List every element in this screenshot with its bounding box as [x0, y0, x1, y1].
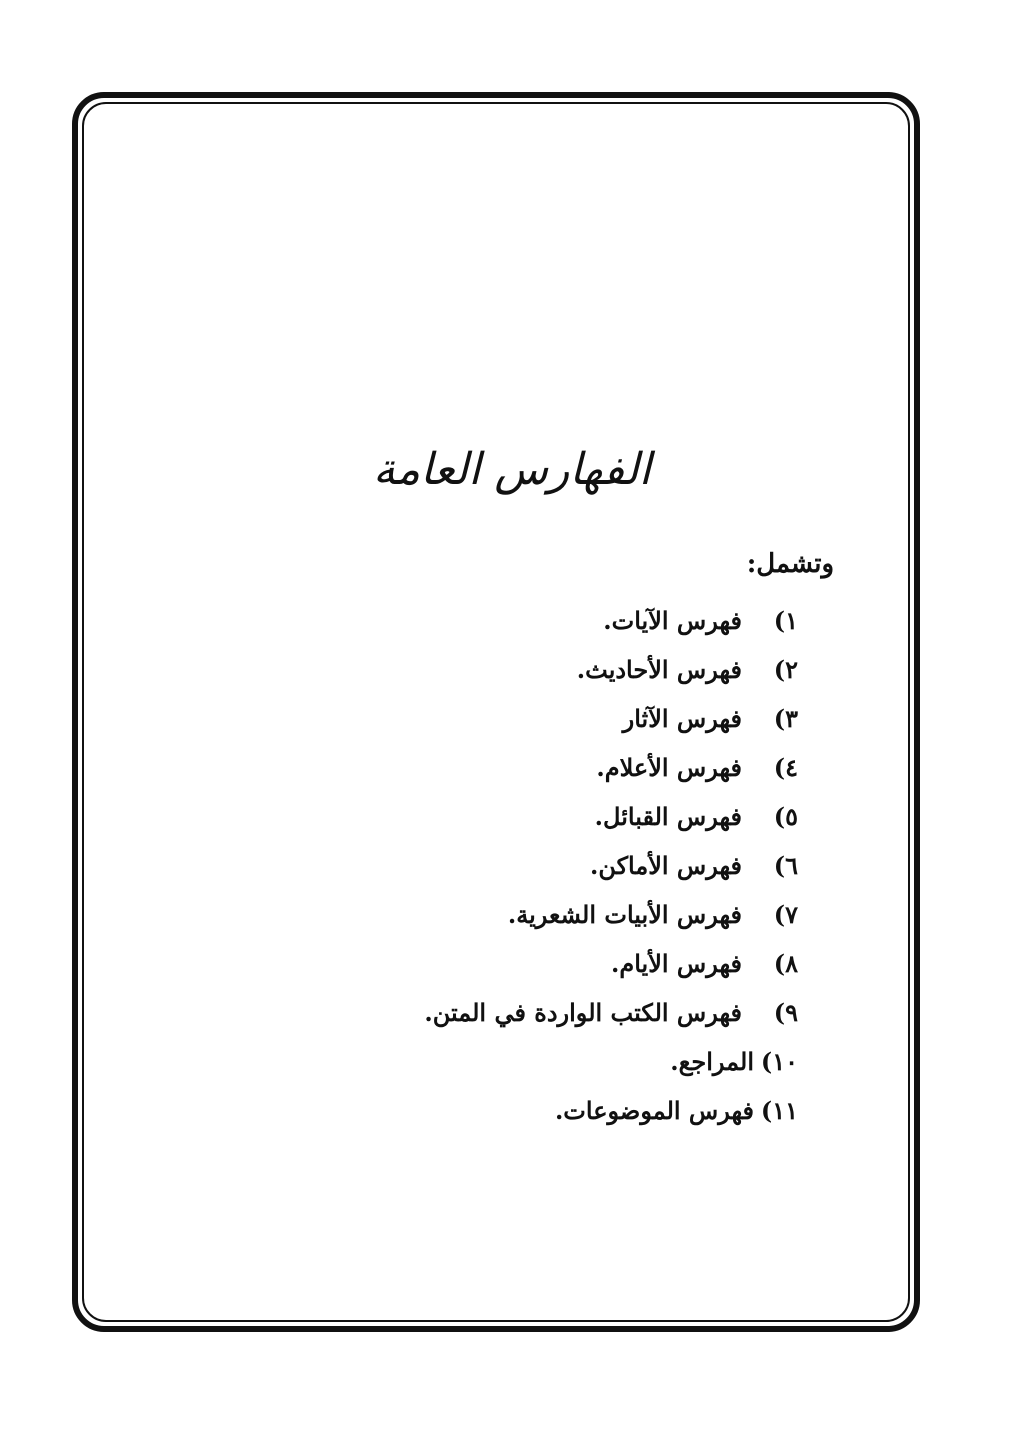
index-number: ٦) [773, 850, 798, 880]
index-label: فهرس الموضوعات. [554, 1095, 754, 1125]
index-number: ٣) [773, 703, 798, 733]
index-item-references [338, 1037, 798, 1086]
page-title: الفهارس العامة [373, 444, 651, 495]
index-label: فهرس الآيات. [603, 605, 742, 635]
index-number: ١١) [760, 1095, 798, 1125]
index-number: ٩) [773, 997, 798, 1027]
index-number: ١٠) [760, 1046, 798, 1076]
index-label: فهرس القبائل. [594, 801, 742, 831]
index-number: ٤) [773, 752, 798, 782]
index-item-names [338, 743, 798, 792]
index-label: فهرس الكتب الواردة في المتن. [424, 997, 742, 1027]
index-label: فهرس الأعلام. [596, 752, 742, 782]
index-label: فهرس الأحاديث. [576, 654, 742, 684]
index-item-places [338, 841, 798, 890]
index-item-hadiths [338, 645, 798, 694]
index-label: فهرس الأيام. [611, 948, 742, 978]
index-item-tribes [338, 792, 798, 841]
index-item-poetry [338, 890, 798, 939]
index-label: فهرس الأبيات الشعرية. [507, 899, 742, 929]
index-item-verses [338, 596, 798, 645]
index-label: فهرس الآثار [622, 703, 742, 733]
index-number: ٧) [773, 899, 798, 929]
index-item-books [338, 988, 798, 1037]
index-label: فهرس الأماكن. [589, 850, 742, 880]
index-item-days [338, 939, 798, 988]
index-item-topics [338, 1086, 798, 1135]
index-label: المراجع. [670, 1046, 754, 1076]
index-number: ٥) [773, 801, 798, 831]
intro-label: وتشمل: [746, 549, 834, 579]
index-number: ١) [773, 605, 798, 635]
index-list [338, 596, 798, 1135]
index-number: ٢) [773, 654, 798, 684]
index-number: ٨) [773, 948, 798, 978]
index-item-athar [338, 694, 798, 743]
